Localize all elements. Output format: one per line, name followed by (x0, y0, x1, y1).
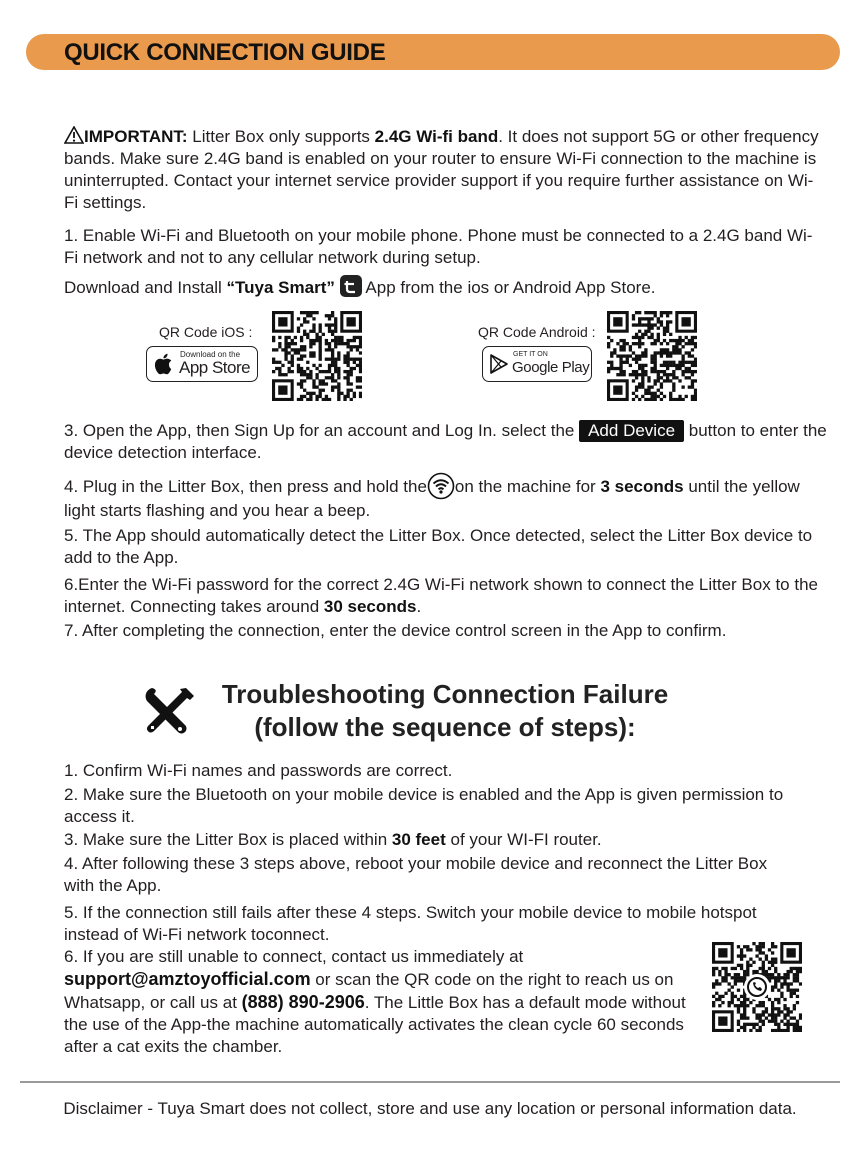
trouble-step-6: 6. If you are still unable to connect, contact us immediately at support@amztoyofficial.com or scan the QR code on the right to reach us on Whatsapp, or call us at (888) 890-2906. The Little Box has a default mode without the use of the App-the machine automatically activates the clean cycle 60 seconds after a cat exits the chamber. (64, 947, 686, 1056)
step-1: 1. Enable Wi-Fi and Bluetooth on your mobile phone. Phone must be connected to a 2.4G band Wi-Fi network and not to any cellular network during setup. (64, 226, 813, 267)
trouble-step-3: 3. Make sure the Litter Box is placed within 30 feet of your WI-FI router. (64, 830, 602, 849)
troubleshooting-title-1: Troubleshooting Connection Failure (221, 679, 669, 709)
qr-code-ios[interactable] (272, 311, 362, 401)
support-email[interactable]: support@amztoyofficial.com (64, 969, 311, 989)
gplay-small-text: GET IT ON (513, 351, 548, 358)
trouble-step-4: 4. After following these 3 steps above, reboot your mobile device and reconnect the Litter Box with the App. (64, 854, 768, 895)
qr-code-whatsapp[interactable] (712, 942, 802, 1032)
qr-ios-label: QR Code iOS : (159, 324, 253, 340)
google-play-icon (489, 354, 509, 374)
trouble-step-1: 1. Confirm Wi-Fi names and passwords are correct. (64, 761, 453, 780)
page-title: QUICK CONNECTION GUIDE (64, 39, 386, 66)
gplay-big-text: Google Play (512, 359, 590, 376)
step-6: 6.Enter the Wi-Fi password for the correct 2.4G Wi-Fi network shown to connect the Litter Box to the internet. Connecting takes around 30 seconds. (64, 575, 818, 616)
troubleshooting-title-2: (follow the sequence of steps): (254, 712, 636, 742)
app-store-badge[interactable] (146, 346, 258, 382)
qr-code-android[interactable] (607, 311, 697, 401)
warning-icon (64, 126, 84, 144)
support-phone[interactable]: (888) 890-2906 (241, 992, 365, 1012)
tuya-app-icon (340, 275, 362, 297)
add-device-button: Add Device (579, 420, 684, 442)
qr-android-label: QR Code Android : (478, 324, 596, 340)
apple-icon (154, 352, 176, 376)
appstore-small-text: Download on the (180, 350, 241, 359)
step-5: 5. The App should automatically detect the Litter Box. Once detected, select the Litter Box device to add to the App. (64, 526, 813, 567)
wifi-button-icon (427, 472, 455, 500)
trouble-step-2: 2. Make sure the Bluetooth on your mobile device is enabled and the App is given permission to access it. (64, 785, 784, 826)
download-line: Download and Install “Tuya Smart” App from the ios or Android App Store. (64, 275, 824, 299)
disclaimer: Disclaimer - Tuya Smart does not collect, store and use any location or personal information data. (63, 1099, 797, 1118)
step-4: 4. Plug in the Litter Box, then press and hold the on the machine for 3 seconds until the yellow light starts flashing and you hear a beep. (64, 472, 834, 522)
step-7: 7. After completing the connection, enter the device control screen in the App to confirm. (64, 621, 727, 640)
important-notice: IMPORTANT: Litter Box only supports 2.4G Wi-fi band. It does not support 5G or other frequency bands. Make sure 2.4G band is enabled on your router to ensure Wi-Fi connection to the machine is uninterrupted. Contact your internet service provider support if you require further assistance on Wi-Fi settings. (64, 127, 819, 212)
google-play-badge[interactable] (482, 346, 592, 382)
step-3: 3. Open the App, then Sign Up for an account and Log In. select the Add Device button to enter the device detection interface. (64, 421, 827, 462)
trouble-step-5: 5. If the connection still fails after these 4 steps. Switch your mobile device to mobile hotspot instead of Wi-Fi network toconnect. (64, 903, 757, 944)
divider (20, 1081, 840, 1083)
appstore-big-text: App Store (179, 358, 251, 377)
